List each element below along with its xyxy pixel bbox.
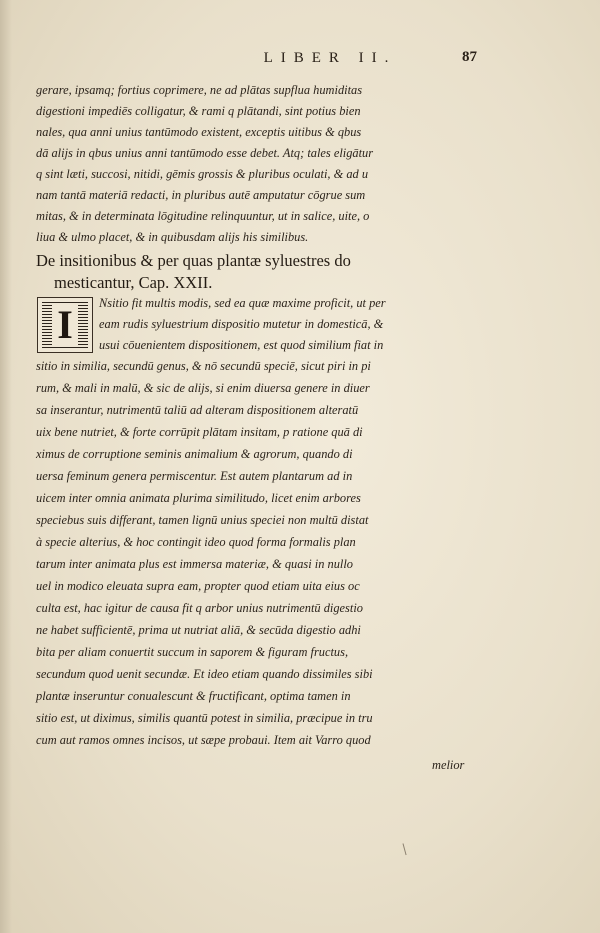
text-line: rum, & mali in malū, & sic de alijs, si enim diuersa genere in diuer — [36, 381, 370, 395]
text-line: digestioni impediēs colligatur, & rami q plātandi, sint potius bien — [36, 104, 361, 118]
text-line: nales, qua anni unius tantūmodo existent, exceptis uitibus & qbus — [36, 125, 362, 139]
paper-mark — [402, 843, 408, 855]
text-line: q sint læti, succosi, nitidi, gēmis grossis & pluribus oculati, & ad u — [36, 167, 369, 181]
text-line: à specie alterius, & hoc contingit ideo quod forma formalis plan — [36, 535, 356, 549]
decorated-initial — [37, 297, 93, 353]
chapter-heading-line: De insitionibus & per quas plantæ syluestres do — [36, 251, 351, 270]
text-line: ne habet sufficientē, prima ut nutriat aliā, & secūda digestio adhi — [36, 623, 361, 637]
text-line: bita per aliam conuertit succum in saporem & figuram fructus, — [36, 645, 349, 659]
text-line: secundum quod uenit secundæ. Et ideo etiam quando dissimiles sibi — [36, 667, 373, 681]
text-line: speciebus suis differant, tamen lignū unius speciei non multū distat — [36, 513, 369, 527]
text-line: liua & ulmo placet, & in quibusdam alijs his similibus. — [36, 230, 309, 244]
text-line: eam rudis syluestrium dispositio mutetur in domesticā, & — [99, 317, 384, 331]
text-line: sitio in similia, secundū genus, & nō secundū speciē, sicut piri in pi — [36, 359, 371, 373]
folio-number: 87 — [462, 49, 477, 65]
initial-letter: I — [52, 304, 78, 346]
text-line: ximus de corruptione seminis animalium & agrorum, quando di — [36, 447, 353, 461]
text-line: tarum inter animata plus est immersa materiæ, & quasi in nullo — [36, 557, 354, 571]
text-line: cum aut ramos omnes incisos, ut sæpe probaui. Item ait Varro quod — [36, 733, 371, 747]
chapter-heading-line: mesticantur, Cap. XXII. — [54, 273, 213, 292]
text-line: mitas, & in determinata lōgitudine relinquuntur, ut in salice, uite, o — [36, 209, 370, 223]
text-line: usui cōuenientem dispositionem, est quod similium fiat in — [99, 338, 384, 352]
text-line: uel in modico eleuata supra eam, propter quod etiam uita eius oc — [36, 579, 360, 593]
text-line: gerare, ipsamq; fortius coprimere, ne ad plātas supflua humiditas — [36, 83, 363, 97]
catchword: melior — [432, 758, 465, 772]
text-line: uicem inter omnia animata plurima similitudo, licet enim arbores — [36, 491, 361, 505]
text-line: culta est, hac igitur de causa fit q arbor unius nutrimentū digestio — [36, 601, 363, 615]
text-line: sitio est, ut diximus, similis quantū potest in similia, præcipue in tru — [36, 711, 373, 725]
text-line: uersa feminum genera permiscentur. Est autem plantarum ad in — [36, 469, 353, 483]
text-line: nam tantā materiā redacti, in pluribus autē amputatur cōgrue sum — [36, 188, 366, 202]
text-line: sa inserantur, nutrimentū taliū ad alteram dispositionem alteratū — [36, 403, 359, 417]
text-line: plantæ inseruntur conualescunt & fructificant, optima tamen in — [36, 689, 351, 703]
text-line: uix bene nutriet, & forte corrūpit plātam insitam, p ratione quā di — [36, 425, 363, 439]
page-gutter-shadow — [0, 0, 12, 933]
running-head: LIBER II. — [263, 50, 397, 66]
text-line: dā alijs in qbus unius anni tantūmodo esse debet. Atq; tales eligātur — [36, 146, 374, 160]
text-line: Nsitio fit multis modis, sed ea quæ maxime proficit, ut per — [99, 296, 386, 310]
